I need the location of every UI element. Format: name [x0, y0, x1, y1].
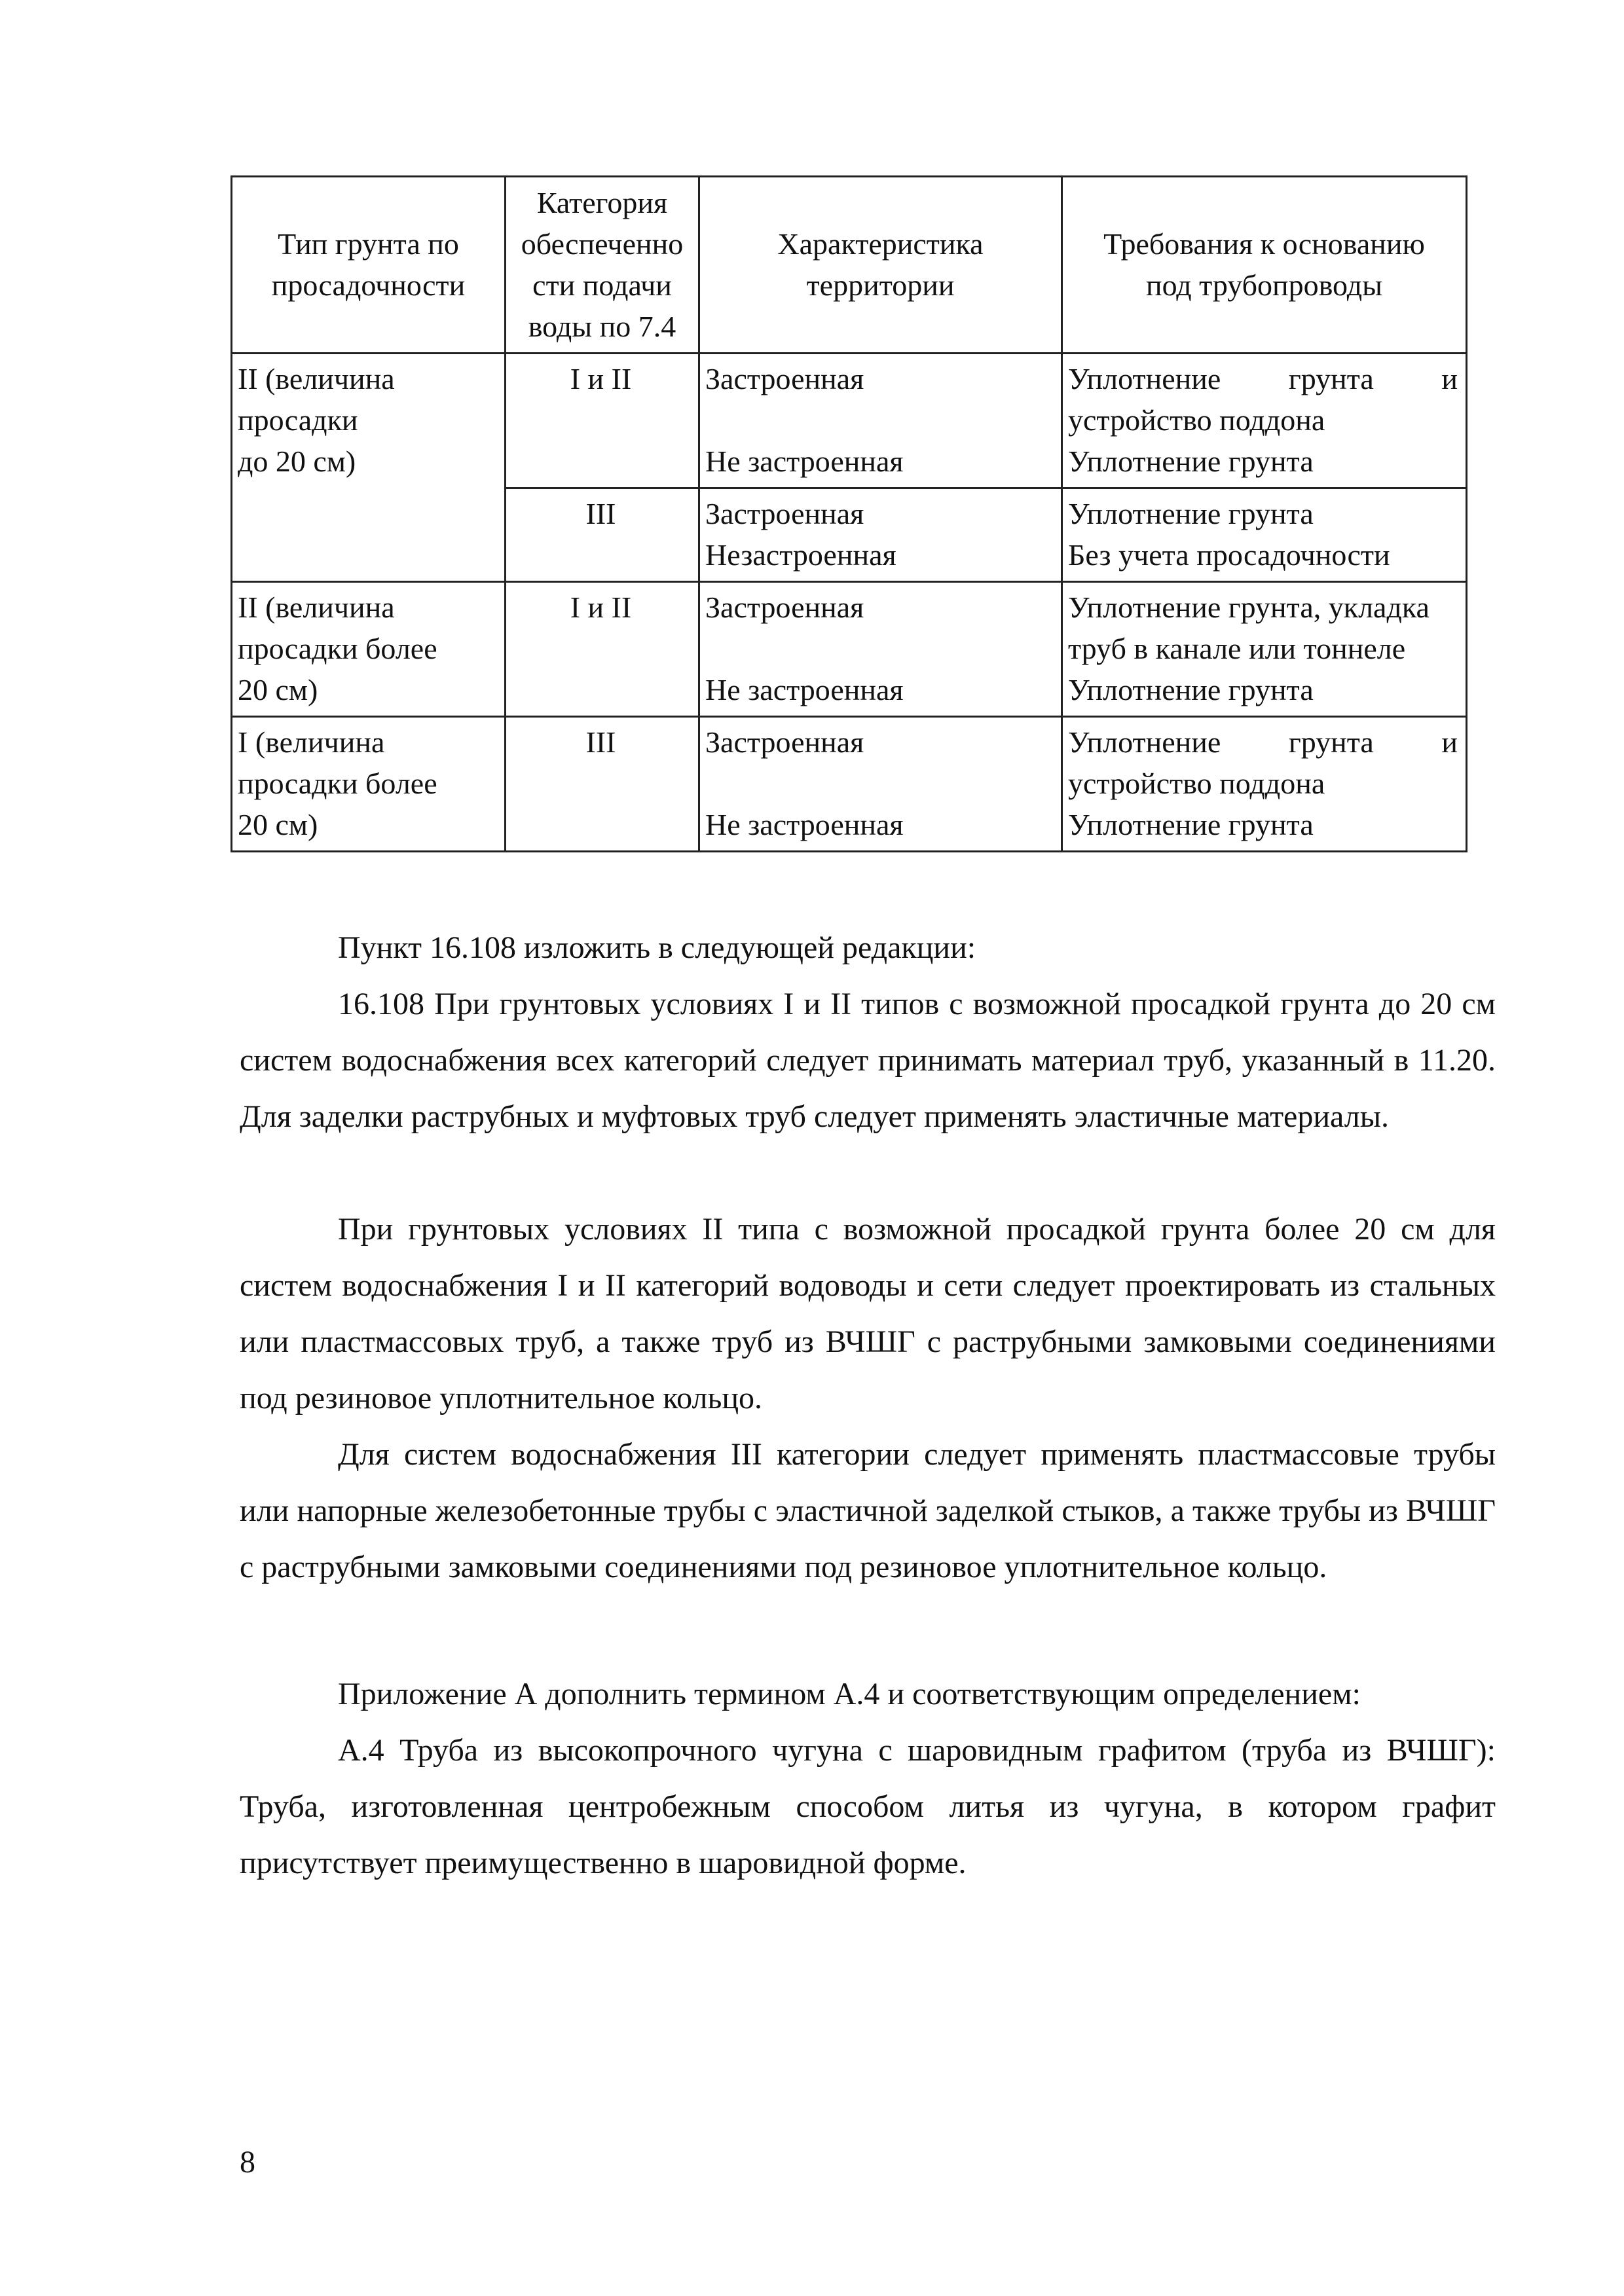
- cell-line: Не застроенная: [705, 673, 904, 706]
- requirements-cell: [1062, 488, 1467, 582]
- requirements-cell: [1062, 582, 1467, 717]
- territory-cell: [699, 354, 1062, 488]
- table-header-row: [232, 177, 1467, 354]
- header-line: воды по 7.4: [528, 309, 676, 343]
- cell-line: Застроенная: [705, 362, 864, 395]
- cell-line: до 20 см): [238, 445, 356, 478]
- category-cell: III: [506, 717, 699, 852]
- header-line: территории: [806, 268, 955, 302]
- cell-line: Уплотнение грунта: [1068, 673, 1314, 706]
- territory-cell: [699, 717, 1062, 852]
- cell-line: Без учета просадочности: [1068, 538, 1390, 572]
- cell-line: Незастроенная: [705, 538, 896, 572]
- header-territory: [699, 177, 1062, 354]
- page-number: 8: [240, 2145, 255, 2179]
- category-cell: I и II: [506, 354, 699, 488]
- header-soil-type: [232, 177, 506, 354]
- header-line: обеспеченно: [521, 227, 684, 261]
- paragraph-type-ii-conditions: При грунтовых условиях II типа с возможной просадкой грунта более 20 см для систем водоснабжения I и II категорий водоводы и сети следует проектировать из стальных или пластмассовых труб, а также труб из ВЧШГ с раструбными замковыми соединениями под резиновое уплотнительное кольцо.: [240, 1212, 1496, 1415]
- header-requirements: [1062, 177, 1467, 354]
- requirements-cell: [1062, 717, 1467, 852]
- paragraph-term-a4: А.4 Труба из высокопрочного чугуна с шаровидным графитом (труба из ВЧШГ): Труба, изготовленная центробежным способом литья из чугуна, в котором графит присутствует преимущественно в шаровидной форме.: [240, 1733, 1496, 1880]
- word: грунта: [1288, 725, 1374, 759]
- requirements-cell: [1062, 354, 1467, 488]
- category-cell: III: [506, 488, 699, 582]
- cell-line: устройство поддона: [1068, 403, 1325, 437]
- territory-cell: [699, 582, 1062, 717]
- cell-line: Уплотнение грунта: [1068, 445, 1314, 478]
- cell-line: Не застроенная: [705, 445, 904, 478]
- cell-line: 20 см): [238, 673, 318, 706]
- cell-line: Застроенная: [705, 725, 864, 759]
- header-category: [506, 177, 699, 354]
- header-line: Категория: [536, 185, 668, 219]
- word: и: [1441, 362, 1458, 395]
- cell-line: Уплотнение грунта, укладка: [1068, 591, 1430, 624]
- cell-line: 20 см): [238, 808, 318, 841]
- cell-line: I (величина: [238, 725, 385, 759]
- soil-type-cell: [232, 717, 506, 852]
- paragraph-appendix-a: Приложение А дополнить термином А.4 и соответствующим определением:: [338, 1677, 1361, 1711]
- cell-line: Не застроенная: [705, 808, 904, 841]
- header-line: просадочности: [271, 268, 466, 302]
- cell-line: просадки более: [238, 767, 437, 800]
- cell-line: просадки: [238, 403, 358, 437]
- soil-type-cell: [232, 354, 506, 582]
- cell-line: Застроенная: [705, 591, 864, 624]
- header-line: Характеристика: [777, 227, 984, 261]
- paragraph-category-iii: Для систем водоснабжения III категории следует применять пластмассовые трубы или напорные железобетонные трубы с эластичной заделкой стыков, а также трубы из ВЧШГ с раструбными замковыми соединениями под резиновое уплотнительное кольцо.: [240, 1437, 1496, 1584]
- territory-cell: [699, 488, 1062, 582]
- soil-type-cell: [232, 582, 506, 717]
- paragraph-amendment-intro: Пункт 16.108 изложить в следующей редакции:: [338, 930, 976, 965]
- cell-line: [1068, 721, 1458, 763]
- cell-line: Застроенная: [705, 497, 864, 530]
- category-cell: I и II: [506, 582, 699, 717]
- table-row: [232, 717, 1467, 852]
- table-row: [232, 354, 1467, 488]
- cell-line: труб в канале или тоннеле: [1068, 632, 1406, 665]
- paragraph-16-108: 16.108 При грунтовых условиях I и II типов с возможной просадкой грунта до 20 см систем водоснабжения всех категорий следует принимать материал труб, указанный в 11.20. Для заделки раструбных и муфтовых труб следует применять эластичные материалы.: [240, 987, 1496, 1134]
- requirements-table: [231, 175, 1467, 852]
- word: Уплотнение: [1068, 362, 1221, 395]
- cell-line: устройство поддона: [1068, 767, 1325, 800]
- cell-line: [1068, 358, 1458, 399]
- cell-line: Уплотнение грунта: [1068, 808, 1314, 841]
- cell-line: Уплотнение грунта: [1068, 497, 1314, 530]
- header-line: сти подачи: [532, 268, 672, 302]
- table-row: [232, 582, 1467, 717]
- word: грунта: [1288, 362, 1374, 395]
- cell-line: II (величина: [238, 362, 395, 395]
- header-line: под трубопроводы: [1145, 268, 1383, 302]
- word: Уплотнение: [1068, 725, 1221, 759]
- cell-line: просадки более: [238, 632, 437, 665]
- header-line: Тип грунта по: [278, 227, 459, 261]
- header-line: Требования к основанию: [1103, 227, 1425, 261]
- word: и: [1441, 725, 1458, 759]
- cell-line: II (величина: [238, 591, 395, 624]
